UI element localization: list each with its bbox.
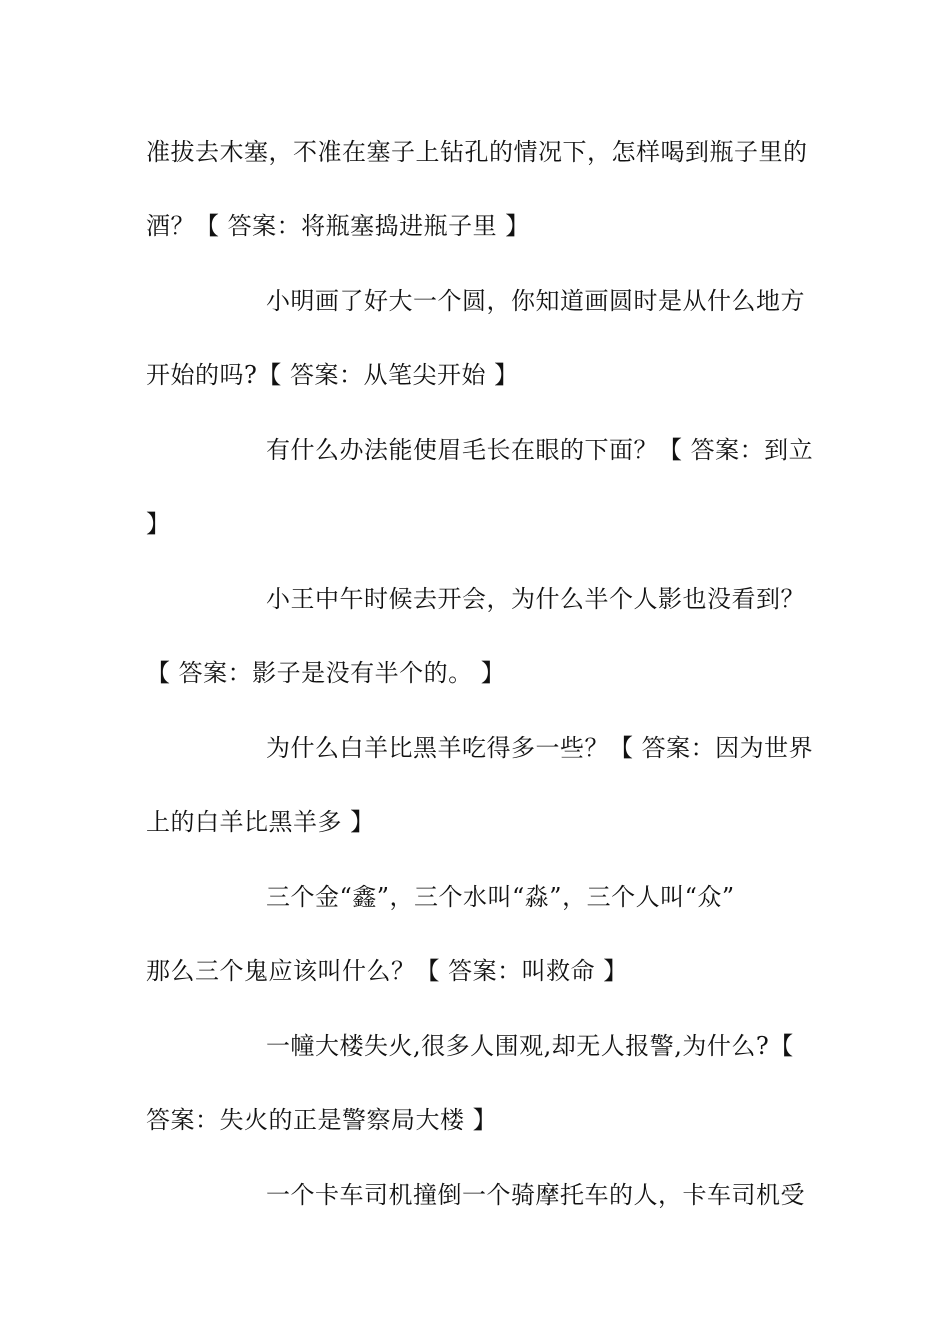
text-line: 】 <box>146 510 171 538</box>
text-line: 开始的吗?【 答案：从笔尖开始 】 <box>146 361 519 389</box>
text-line: 【 答案：影子是没有半个的。 】 <box>146 659 506 687</box>
text-line-indented: 三个金“鑫”，三个水叫“淼”，三个人叫“众” <box>266 883 735 911</box>
text-line-indented: 小明画了好大一个圆，你知道画圆时是从什么地方 <box>266 287 805 315</box>
text-line-indented: 为什么白羊比黑羊吃得多一些？【 答案：因为世界 <box>266 734 814 762</box>
text-line: 那么三个鬼应该叫什么？【 答案：叫救命 】 <box>146 957 628 985</box>
text-line-indented: 一幢大楼失火,很多人围观,却无人报警,为什么?【 <box>266 1032 794 1060</box>
text-line-indented: 有什么办法能使眉毛长在眼的下面？【 答案：到立 <box>266 436 814 464</box>
text-line-indented: 一个卡车司机撞倒一个骑摩托车的人，卡车司机受 <box>266 1181 805 1209</box>
text-line: 上的白羊比黑羊多 】 <box>146 808 375 836</box>
text-line-indented: 小王中午时候去开会，为什么半个人影也没看到？ <box>266 585 805 613</box>
text-line: 酒？【 答案：将瓶塞捣进瓶子里 】 <box>146 212 530 240</box>
text-line: 答案：失火的正是警察局大楼 】 <box>146 1106 498 1134</box>
text-line: 准拔去木塞，不准在塞子上钻孔的情况下，怎样喝到瓶子里的 <box>146 138 808 166</box>
